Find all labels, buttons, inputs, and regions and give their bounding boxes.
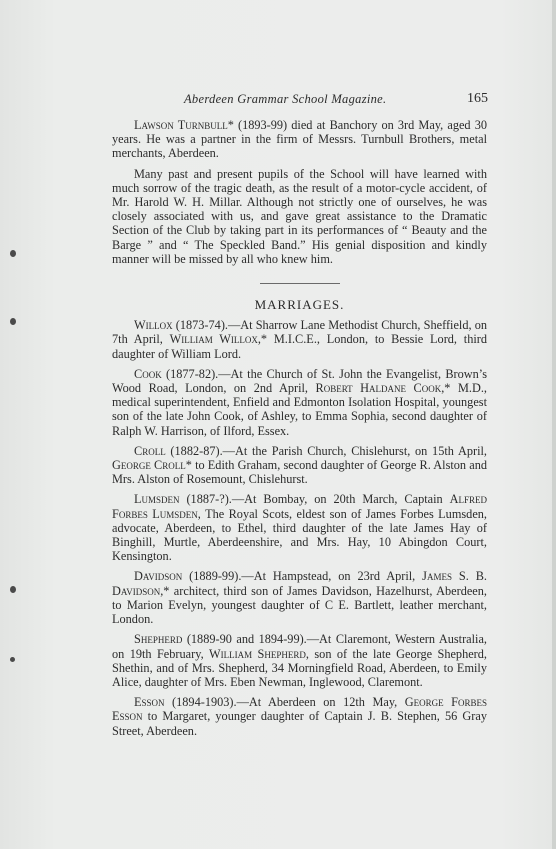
entry-full-name: George Forbes Esson [112, 695, 487, 724]
entry-surname: Davidson [134, 569, 183, 584]
entry-text: ,* M.I.C.E., London, to Bessie Lord, third daughter of William Lord. [112, 332, 487, 361]
marriages-heading: MARRIAGES. [254, 297, 345, 313]
binding-hole-mark [10, 586, 16, 593]
entry-surname: Willox [134, 318, 173, 333]
obituary-millar: Many past and present pupils of the School will have learned with much sorrow of the tragic death, as the result of a motor-cycle accident, of Mr. Harold W. H. Millar. Although not strictly one of ourselves, he was closely associated with us, and gave great assistance to the Dramatic Section of the Club by taking part in its performances of “ Beauty and the Barge ” and “ The Speckled Band.” His genial disposition and kindly manner will be missed by all who knew him. [112, 166, 487, 266]
page-edge-shadow [552, 0, 556, 849]
entry-text: (1887-?).—At Bombay, on 20th March, Captain [179, 492, 450, 507]
running-title: Aberdeen Grammar School Magazine. [184, 92, 387, 106]
page-number: 165 [467, 91, 488, 106]
marriage-entry [112, 695, 487, 738]
entry-surname: Lumsden [134, 492, 180, 507]
section-divider [260, 283, 340, 284]
marriage-entry [112, 318, 487, 361]
entry-surname: Cook [134, 366, 162, 381]
marriage-entry [112, 367, 487, 438]
entry-surname: Esson [134, 695, 165, 710]
entry-text: (1889-99).—At Hampstead, on 23rd April, [182, 569, 423, 584]
entry-text: (1873-74).—At Sharrow Lane Methodist Church, Sheffield, on 7th April, [112, 318, 487, 347]
entry-full-name: Alfred Forbes Lumsden [112, 492, 487, 521]
obituary-turnbull [112, 118, 487, 161]
entry-text: (1894-1903).—At Aberdeen on 12th May, [164, 695, 405, 710]
marriage-entry [112, 632, 487, 689]
entry-text: ,* architect, third son of James Davidson, Hazelhurst, Aberdeen, to Marion Evelyn, youngest daughter of C E. Bartlett, leather merchant, London. [112, 583, 487, 627]
entry-surname: Croll [134, 443, 166, 458]
entry-text: ,* M.D., medical superintendent, Enfield and Edmonton Isolation Hospital, youngest son of the late John Cook, of Ashley, to Emma Sophia, second daughter of Ralph W. Harrison, of Ilford, Essex. [112, 381, 487, 438]
entry-full-name: James S. B. Davidson [112, 569, 487, 598]
entry-text: , son of the late George Shepherd, Shethin, and of Mrs. Shepherd, 34 Morningfield Road, Aberdeen, to Emily Alice, daughter of Mrs. Eben Newman, Inglewood, Claremont. [112, 646, 488, 689]
binding-hole-mark [10, 318, 16, 325]
entry-text: , The Royal Scots, eldest son of James Forbes Lumsden, advocate, Aberdeen, to Ethel, third daughter of the late James Hay of Binghill, Murtle, Aberdeenshire, and Mrs. Hay, 10 Abingdon Court, Kensington. [112, 506, 488, 564]
entry-text: to Margaret, younger daughter of Captain J. B. Stephen, 56 Gray Street, Aberdeen. [112, 709, 487, 738]
marriage-entry [112, 569, 487, 626]
entry-full-name: Robert Haldane Cook [315, 381, 442, 396]
obituary-name: Lawson Turnbull [134, 118, 228, 132]
page-header [112, 92, 488, 108]
binding-hole-mark [10, 250, 16, 257]
entry-text: (1877-82).—At the Church of St. John the Evangelist, Brown’s Wood Road, London, on 2nd April, [112, 366, 487, 396]
page-body [112, 118, 487, 744]
entry-full-name: George Croll [112, 458, 186, 473]
entry-text: (1889-90 and 1894-99).—At Claremont, Western Australia, on 19th February, [112, 632, 487, 661]
obituary-text: * (1893-99) died at Banchory on 3rd May, aged 30 years. He was a partner in the firm of Messrs. Turnbull Brothers, metal merchants, Aberdeen. [112, 118, 487, 161]
entry-surname: Shepherd [134, 632, 183, 647]
binding-hole-mark [10, 657, 15, 662]
entry-full-name: William Shepherd [209, 646, 306, 661]
marriage-entry [112, 492, 487, 563]
entry-full-name: William Willox [169, 332, 258, 347]
entry-text: (1882-87).—At the Parish Church, Chislehurst, on 15th April, [165, 443, 487, 458]
entry-text: * to Edith Graham, second daughter of George R. Alston and Mrs. Alston of Rosemount, Chislehurst. [112, 458, 487, 487]
marriage-entry [112, 444, 487, 487]
